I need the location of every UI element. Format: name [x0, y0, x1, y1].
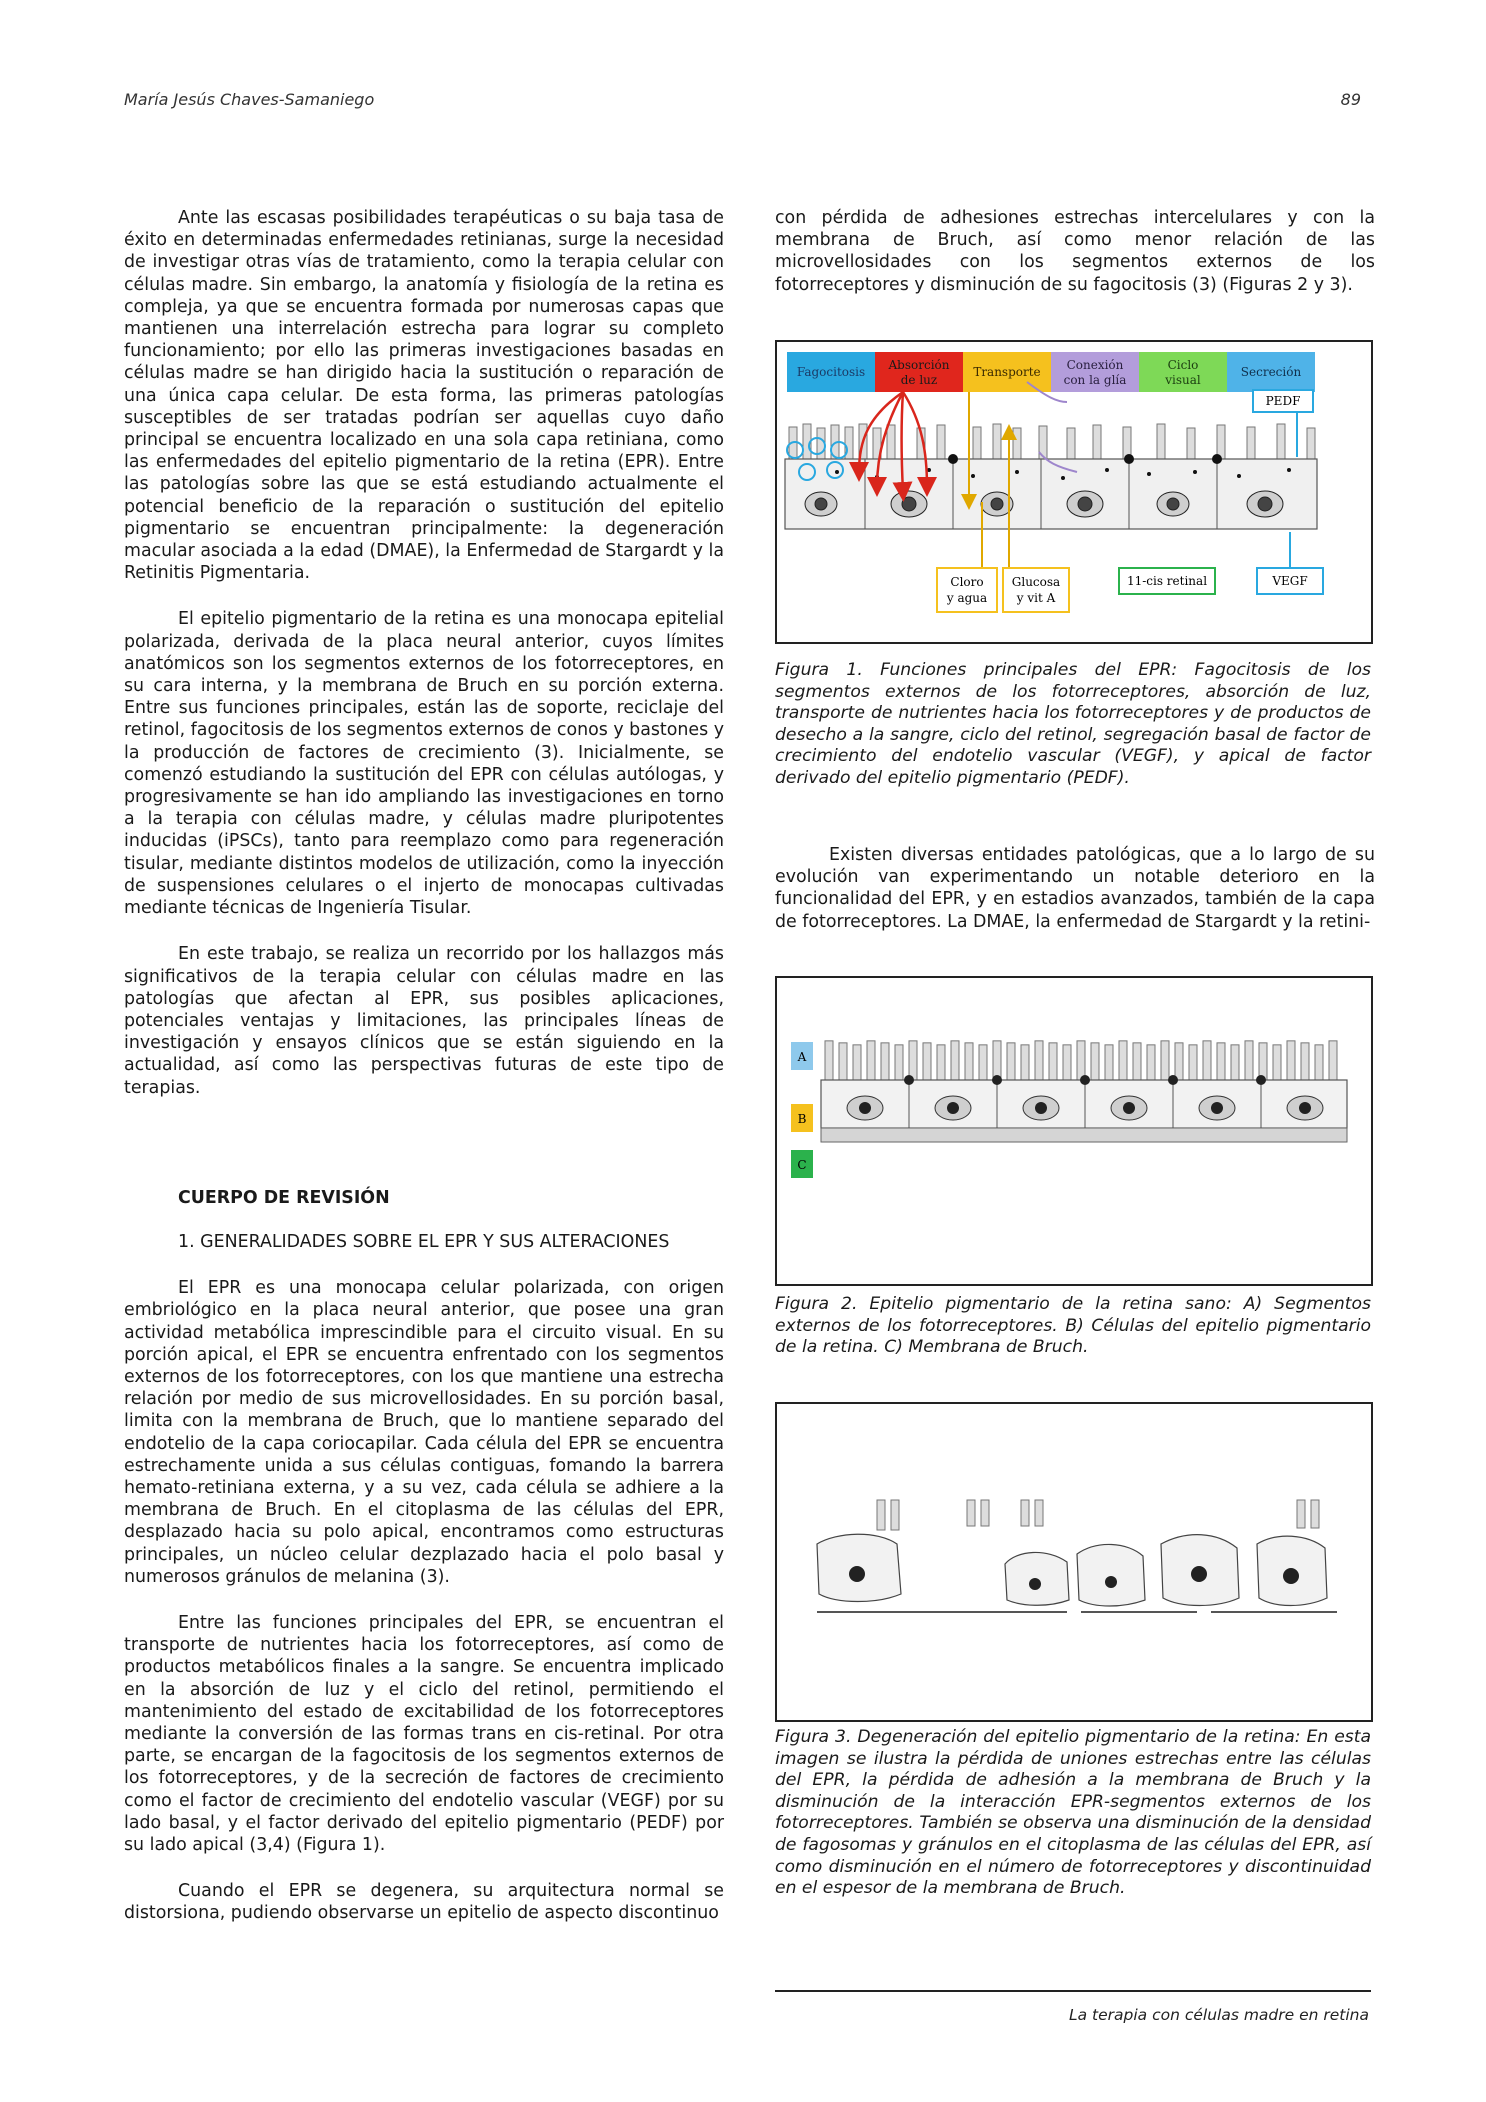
fig2-outer-segment: [1147, 1045, 1155, 1080]
fig1-tab-label: Absorción: [888, 358, 950, 372]
fig2-outer-segment: [1175, 1043, 1183, 1080]
fig2-outer-segment: [839, 1043, 847, 1080]
fig2-outer-segment: [1105, 1045, 1113, 1080]
subsection-heading: 1. GENERALIDADES SOBRE EL EPR Y SUS ALTERACIONES: [178, 1231, 670, 1252]
fig2-outer-segment: [1091, 1043, 1099, 1080]
paragraph: Entre las funciones principales del EPR, se encuentran el transporte de nutrientes hacia los fotorreceptores, así como de productos metabólicos finales a la sangre. Se encuentra implicado en la absorción de luz y el ciclo del retinol, permitiendo el mantenimiento del estado de excitabilidad de los fotorreceptores mediante la conversión de las formas trans en cis-retinal. Por otra parte, se encargan de la fagocitosis de los segmentos externos de los fotorreceptores, y de la secreción de factores de crecimiento como el factor de crecimiento del endotelio vascular (VEGF) por su lado basal, y el factor derivado del epitelio pigmentario (PEDF) por su lado apical (3,4) (Figura 1).: [124, 1612, 724, 1855]
fig2-outer-segment: [1273, 1045, 1281, 1080]
fig1-retinal-label: 11-cis retinal: [1126, 574, 1208, 588]
fig2-outer-segment: [1315, 1045, 1323, 1080]
footer-rule: [775, 1990, 1371, 1992]
fig1-vita-label: y vit A: [1016, 591, 1056, 605]
paragraph: Cuando el EPR se degenera, su arquitectura normal se distorsiona, pudiendo observarse un epitelio de aspecto discontinuo: [124, 1881, 724, 1924]
right-column: [775, 207, 1375, 320]
fig1-glucosa-label: Glucosa: [1011, 575, 1061, 589]
fig1-tab-label: Transporte: [973, 365, 1041, 379]
fig2-outer-segment: [951, 1041, 959, 1080]
fig2-outer-segment: [1245, 1041, 1253, 1080]
fig2-outer-segment: [1217, 1043, 1225, 1080]
figure-3: [775, 1402, 1373, 1722]
fig2-outer-segment: [965, 1043, 973, 1080]
fig1-tab-label: Ciclo: [1167, 358, 1199, 372]
fig2-outer-segment: [1161, 1041, 1169, 1080]
running-author: María Jesús Chaves-Samaniego: [124, 90, 375, 109]
fig1-tab-label: visual: [1165, 373, 1201, 387]
fig2-outer-segment: [1301, 1043, 1309, 1080]
fig1-tab-label: de luz: [900, 373, 938, 387]
paragraph: Ante las escasas posibilidades terapéuticas o su baja tasa de éxito en determinadas enfermedades retinianas, surge la necesidad de investigar otras vías de tratamiento, como la terapia celular con células madre. Sin embargo, la anatomía y fisiología de la retina es compleja, ya que se encuentra formada por numerosas capas que mantienen una interrelación estrecha para lograr su completo funcionamiento; por ello las primeras investigaciones basadas en células madre se han dirigido hacia la sustitución o reparación de una única capa celular. De esta forma, las primeras patologías susceptibles de ser tratadas podrían ser aquellas cuyo daño principal se encuentra localizado en una sola capa retiniana, como las enfermedades del epitelio pigmentario de la retina (EPR). Entre las patologías sobre las que se está estudiando actualmente el potencial beneficio de la reparación o sustitución del epitelio pigmentario se encuentran principalmente: la degeneración macular asociada a la edad (DMAE), la Enfermedad de Stargardt y la Retinitis Pigmentaria.: [124, 208, 724, 584]
fig2-outer-segment: [1063, 1045, 1071, 1080]
fig2-outer-segment: [1035, 1041, 1043, 1080]
figure-1-caption: Figura 1. Funciones principales del EPR: Fagocitosis de los segmentos externos de los fotorreceptores, absorción de luz, transporte de nutrientes hacia los fotorreceptores y de productos de desecho a la sangre, ciclo del retinol, segregación basal de factor de crecimiento del endotelio vascular (VEGF), y apical de factor derivado del epitelio pigmentario (PEDF).: [775, 660, 1371, 788]
fig2-outer-segment: [867, 1041, 875, 1080]
fig2-outer-segment: [825, 1041, 833, 1080]
fig1-tab-label: Conexión: [1066, 358, 1124, 372]
figure-2: [775, 976, 1373, 1286]
fig2-marker-label: A: [797, 1050, 807, 1064]
fig2-outer-segment: [1133, 1043, 1141, 1080]
paragraph: El EPR es una monocapa celular polarizada, con origen embriológico en la placa neural anterior, que posee una gran actividad metabólica imprescindible para el circuito visual. En su porción apical, el EPR se encuentra enfrentado con los segmentos externos de los fotorreceptores, con los que mantiene una estrecha relación por medio de sus microvellosidades. En su porción basal, limita con la membrana de Bruch, que lo mantiene separado del endotelio de la capa coriocapilar. Cada célula del EPR se encuentra estrechamente unida a sus células contiguas, fomando la barrera hemato-retiniana externa, y a su vez, cada célula se adhiere a la membrana de Bruch. En el citoplasma de las células del EPR, desplazado hacia su polo apical, encontramos como estructuras principales, un núcleo celular dezplazado hacia el polo basal y numerosos gránulos de melanina (3).: [124, 1278, 724, 1587]
fig2-marker-label: B: [797, 1112, 807, 1126]
figure-1: [775, 340, 1373, 644]
figure-1-illustration: [777, 342, 1371, 642]
fig2-outer-segment: [1203, 1041, 1211, 1080]
fig1-tab-label: Secreción: [1240, 365, 1302, 379]
fig1-tab-label: con la glía: [1063, 373, 1127, 387]
fig1-tab-label: Fagocitosis: [796, 365, 866, 379]
figure-2-caption: Figura 2. Epitelio pigmentario de la retina sano: A) Segmentos externos de los fotorreceptores. B) Células del epitelio pigmentario de la retina. C) Membrana de Bruch.: [775, 1294, 1371, 1358]
fig1-agua-label: y agua: [946, 591, 988, 605]
figure-3-caption: Figura 3. Degeneración del epitelio pigmentario de la retina: En esta imagen se ilustra la pérdida de uniones estrechas entre las células del EPR, la pérdida de adhesión a la membrana de Bruch y la disminución de la interacción EPR-segmentos externos de los fotorreceptores. También se observa una disminución de la densidad de fagosomas y gránulos en el citoplasma de las células del EPR, así como disminución en el número de fotorreceptores y discontinuidad en el espesor de la membrana de Bruch.: [775, 1727, 1371, 1899]
running-title: La terapia con células madre en retina: [1068, 2006, 1369, 2024]
fig2-outer-segment: [1021, 1045, 1029, 1080]
fig2-outer-segment: [937, 1045, 945, 1080]
fig2-outer-segment: [853, 1045, 861, 1080]
fig2-outer-segment: [1329, 1041, 1337, 1080]
fig2-outer-segment: [993, 1041, 1001, 1080]
fig2-outer-segment: [1049, 1043, 1057, 1080]
fig2-outer-segment: [1007, 1043, 1015, 1080]
fig2-outer-segment: [1287, 1041, 1295, 1080]
paragraph: con pérdida de adhesiones estrechas intercelulares y con la membrana de Bruch, así como menor relación de las microvellosidades con los segmentos externos de los fotorreceptores y disminución de su fagocitosis (3) (Figuras 2 y 3).: [775, 208, 1375, 295]
fig2-outer-segment: [1119, 1041, 1127, 1080]
fig2-outer-segment: [881, 1043, 889, 1080]
right-column-continued: [775, 844, 1375, 957]
figure-3-illustration: [777, 1404, 1371, 1720]
fig2-outer-segment: [1259, 1043, 1267, 1080]
paragraph: Existen diversas entidades patológicas, que a lo largo de su evolución van experimentando un notable deterioro en la funcionalidad del EPR, y en estadios avanzados, también de la capa de fotorreceptores. La DMAE, la enfermedad de Stargardt y la retini-: [775, 845, 1375, 932]
fig2-outer-segment: [979, 1045, 987, 1080]
page-number: 89: [1340, 90, 1361, 109]
fig2-marker-label: C: [797, 1158, 807, 1172]
fig2-outer-segment: [1231, 1045, 1239, 1080]
fig2-outer-segment: [1189, 1045, 1197, 1080]
fig1-vegf-label: VEGF: [1272, 574, 1308, 588]
fig2-outer-segment: [923, 1043, 931, 1080]
paragraph: En este trabajo, se realiza un recorrido por los hallazgos más significativos de la terapia celular con células madre en las patologías que afectan al EPR, sus posibles aplicaciones, potenciales ventajas y limitaciones, las principales líneas de investigación y ensayos clínicos que se están siguiendo en la actualidad, así como las perspectivas futuras de este tipo de terapias.: [124, 944, 724, 1098]
left-column: [124, 207, 724, 1949]
figure-2-illustration: [777, 978, 1371, 1284]
fig2-outer-segment: [895, 1045, 903, 1080]
fig1-cloro-label: Cloro: [950, 575, 984, 589]
section-heading: CUERPO DE REVISIÓN: [178, 1187, 390, 1208]
paragraph: El epitelio pigmentario de la retina es una monocapa epitelial polarizada, derivada de la placa neural anterior, cuyos límites anatómicos son los segmentos externos de los fotorreceptores, en su cara interna, y la membrana de Bruch en su porción externa. Entre sus funciones principales, están las de soporte, reciclaje del retinol, fagocitosis de los segmentos externos de conos y bastones y la producción de factores de crecimiento (3). Inicialmente, se comenzó estudiando la sustitución del EPR con células autólogas, y progresivamente se han ido ampliando las investigaciones en torno a la terapia con células madre, y células madre pluripotentes inducidas (iPSCs), tanto para reemplazo como para regeneración tisular, mediante distintos modelos de utilización, como la inyección de suspensiones celulares o el injerto de monocapas cultivadas mediante técnicas de Ingeniería Tisular.: [124, 609, 724, 919]
fig2-outer-segment: [909, 1041, 917, 1080]
fig2-outer-segment: [1077, 1041, 1085, 1080]
fig1-pedf-label: PEDF: [1265, 394, 1301, 408]
